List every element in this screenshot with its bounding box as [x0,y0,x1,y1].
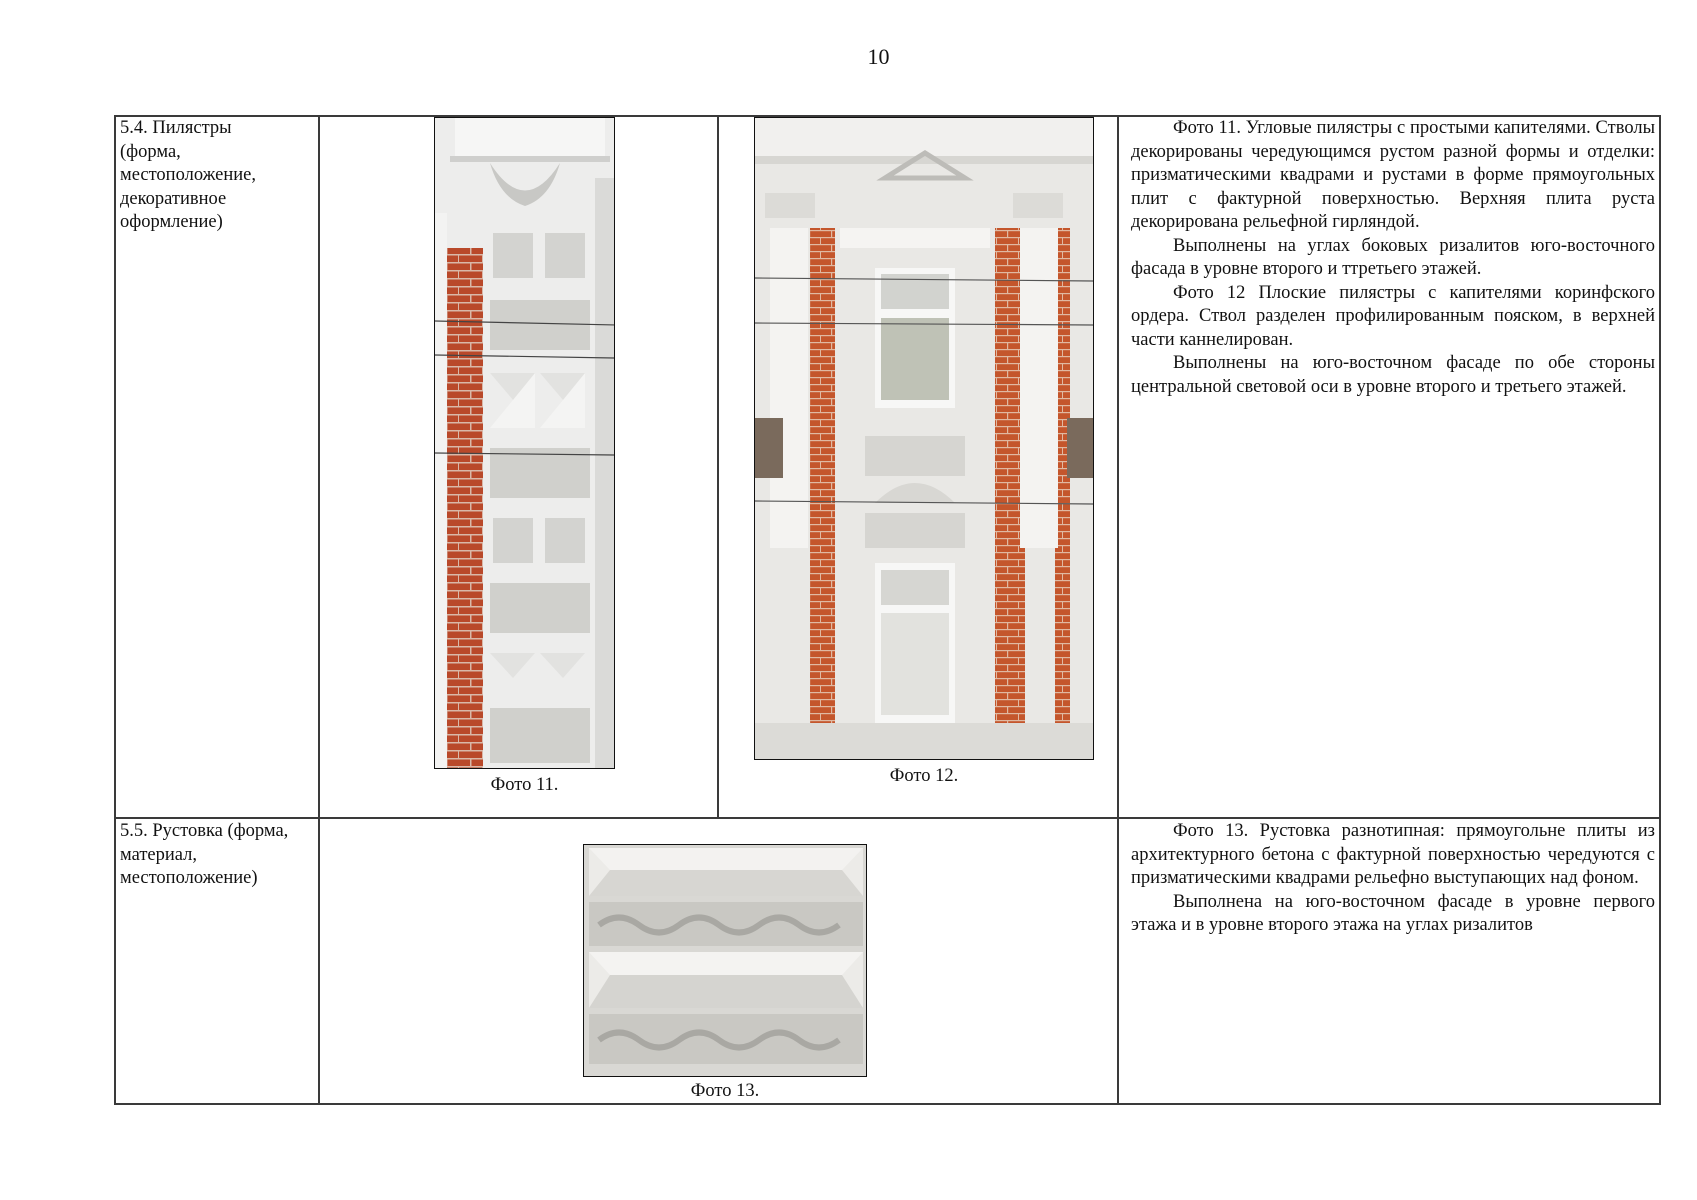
photo-11-caption: Фото 11. [490,775,559,795]
row-label-pilasters [120,117,256,235]
table-border-bottom [114,1103,1661,1105]
label-line: (форма, [120,141,181,162]
table-row-divider [114,817,1661,819]
label-line: 5.4. Пилястры [120,118,232,138]
photo-13 [583,844,867,1077]
table-column-divider-1 [318,115,320,1104]
table-border-right [1659,115,1661,1104]
table-column-divider-2 [717,115,719,818]
description-paragraph: Выполнена на юго-восточном фасаде в уровне первого этажа и в уровне второго этажа на углах ризалитов [1131,891,1655,935]
label-line: местоположение) [120,868,258,888]
page-number: 10 [867,44,890,69]
description-paragraph: Выполнены на углах боковых ризалитов юго-восточного фасада в уровне второго и ттретьего этажей. [1131,235,1655,279]
label-line: местоположение, [120,165,256,185]
photo-12-caption: Фото 12. [889,766,959,786]
description-paragraph: Фото 12 Плоские пилястры с капителями коринфского ордера. Ствол разделен профилированным пояском, в верхней части каннелирован. [1131,282,1655,350]
description-paragraph: Фото 13. Рустовка разнотипная: прямоугольне плиты из архитектурного бетона с фактурной поверхностью чередуются с призматическими квадрами рельефно выступающих над фоном. [1131,821,1655,888]
table-border-left [114,115,116,1104]
label-line: декоративное [120,188,227,209]
photo-13-caption: Фото 13. [690,1081,760,1101]
label-line: материал, [120,844,197,865]
description-pilasters [1131,117,1655,399]
table-column-divider-3 [1117,115,1119,1104]
photo-12 [754,117,1094,760]
row-label-rustication [120,820,288,891]
photo-11 [434,117,615,769]
description-paragraph: Фото 11. Угловые пилястры с простыми капителями. Стволы декорированы чередующимся рустом разной формы и отделки: призматическими квадрами и рустами в форме прямоугольных плит с фактурной поверхностью. Верхняя плита руста декорирована рельефной гирляндой. [1131,118,1655,232]
label-line: 5.5. Рустовка (форма, [120,821,289,841]
label-line: оформление) [120,212,223,232]
description-rustication [1131,820,1655,938]
description-paragraph: Выполнены на юго-восточном фасаде по обе стороны центральной световой оси в уровне второго и третьего этажей. [1131,353,1655,397]
